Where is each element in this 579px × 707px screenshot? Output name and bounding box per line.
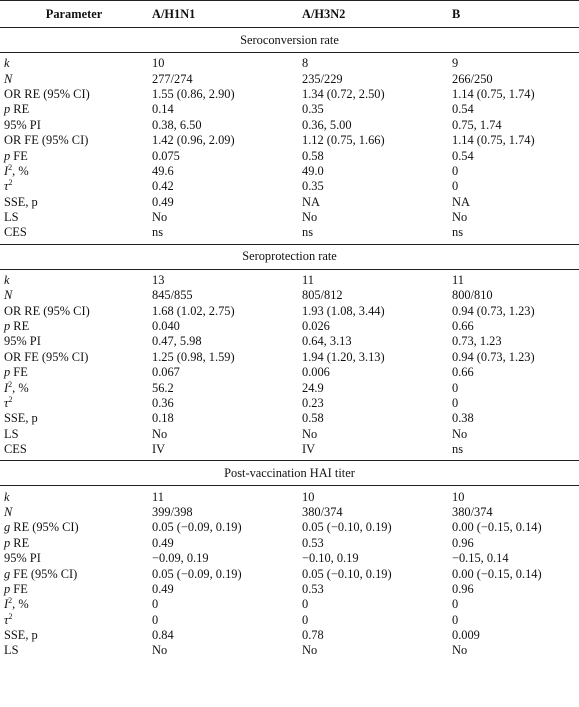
row-label bbox=[0, 179, 148, 194]
cell-b: 0.94 (0.73, 1.23) bbox=[452, 303, 535, 318]
cell-a-h1n1: 0.040 bbox=[152, 319, 180, 334]
table-row bbox=[0, 442, 579, 461]
section-title: Seroprotection rate bbox=[0, 244, 579, 269]
row-label-superscript: 2 bbox=[8, 380, 13, 389]
table-row bbox=[0, 133, 579, 148]
table-row bbox=[0, 536, 579, 551]
row-label bbox=[0, 628, 148, 643]
row-label bbox=[0, 597, 148, 612]
table-row bbox=[0, 520, 579, 535]
cell-a-h1n1: 0.05 (−0.09, 0.19) bbox=[152, 520, 242, 535]
cell-b: 0 bbox=[452, 597, 459, 612]
section-header-row bbox=[0, 28, 579, 53]
row-label bbox=[0, 396, 148, 411]
row-label-text: OR FE (95% CI) bbox=[4, 133, 89, 148]
row-label-symbol: I bbox=[4, 597, 9, 612]
cell-a-h1n1: ns bbox=[152, 225, 164, 240]
row-label bbox=[0, 536, 148, 551]
row-label bbox=[0, 486, 148, 505]
row-label bbox=[0, 350, 148, 365]
cell-b: 1.14 (0.75, 1.74) bbox=[452, 86, 535, 101]
cell-b: 0 bbox=[452, 380, 459, 395]
header-a-h1n1: A/H1N1 bbox=[148, 1, 298, 28]
cell-a-h3n2: No bbox=[302, 210, 318, 225]
table-row bbox=[0, 427, 579, 442]
table-row bbox=[0, 582, 579, 597]
row-label bbox=[0, 87, 148, 102]
row-label bbox=[0, 303, 148, 318]
header-a-h3n2: A/H3N2 bbox=[298, 1, 448, 28]
row-label-symbol: I bbox=[4, 380, 9, 395]
cell-b: 10 bbox=[452, 489, 465, 504]
table-row bbox=[0, 71, 579, 86]
cell-b: No bbox=[452, 210, 468, 225]
row-label-symbol: τ bbox=[4, 396, 9, 410]
row-label-text: RE bbox=[10, 319, 30, 334]
row-label bbox=[0, 411, 148, 426]
row-label-text: SSE, p bbox=[4, 628, 38, 643]
row-label bbox=[0, 520, 148, 535]
cell-b: ns bbox=[452, 225, 464, 240]
cell-a-h1n1: 399/398 bbox=[152, 504, 193, 519]
cell-a-h3n2: No bbox=[302, 426, 318, 441]
cell-a-h1n1: No bbox=[152, 643, 168, 658]
table-row bbox=[0, 53, 579, 72]
cell-b: 0.009 bbox=[452, 628, 480, 643]
row-label bbox=[0, 118, 148, 133]
row-label-symbol: τ bbox=[4, 179, 9, 194]
row-label-text: LS bbox=[4, 210, 19, 225]
cell-a-h3n2: IV bbox=[302, 442, 316, 457]
cell-b: 0.38 bbox=[452, 411, 474, 426]
cell-a-h3n2: 0.36, 5.00 bbox=[302, 117, 352, 132]
cell-a-h1n1: −0.09, 0.19 bbox=[152, 551, 209, 566]
cell-a-h1n1: 845/855 bbox=[152, 288, 193, 303]
cell-a-h3n2: 49.0 bbox=[302, 163, 324, 178]
row-label-symbol: τ bbox=[4, 612, 9, 627]
row-label bbox=[0, 195, 148, 210]
table-row bbox=[0, 505, 579, 520]
row-label-text: FE bbox=[10, 365, 28, 380]
cell-a-h1n1: 0.49 bbox=[152, 581, 174, 596]
row-label-text: , % bbox=[12, 380, 29, 395]
cell-a-h3n2: 380/374 bbox=[302, 504, 343, 519]
cell-a-h1n1: 277/274 bbox=[152, 71, 193, 86]
row-label bbox=[0, 643, 148, 661]
row-label-superscript: 2 bbox=[8, 612, 13, 621]
row-label-superscript: 2 bbox=[8, 395, 13, 404]
row-label bbox=[0, 288, 148, 303]
cell-b: −0.15, 0.14 bbox=[452, 551, 509, 566]
cell-a-h1n1: 0.18 bbox=[152, 411, 174, 426]
cell-b: 0.73, 1.23 bbox=[452, 334, 502, 349]
cell-a-h3n2: 1.34 (0.72, 2.50) bbox=[302, 86, 385, 101]
row-label-text: FE bbox=[10, 581, 28, 596]
table-row bbox=[0, 365, 579, 380]
table-row bbox=[0, 350, 579, 365]
cell-b: 0 bbox=[452, 179, 459, 194]
cell-b: 380/374 bbox=[452, 504, 493, 519]
cell-b: NA bbox=[452, 194, 470, 209]
cell-a-h3n2: 0.58 bbox=[302, 148, 324, 163]
table-row bbox=[0, 288, 579, 303]
table-row bbox=[0, 551, 579, 566]
table-row bbox=[0, 628, 579, 643]
table-row bbox=[0, 319, 579, 334]
cell-b: 0.66 bbox=[452, 319, 474, 334]
cell-a-h3n2: 805/812 bbox=[302, 288, 343, 303]
row-label bbox=[0, 334, 148, 349]
cell-a-h1n1: 0.47, 5.98 bbox=[152, 334, 202, 349]
row-label-text: SSE, p bbox=[4, 411, 38, 426]
row-label-symbol: I bbox=[4, 163, 9, 178]
table-row bbox=[0, 380, 579, 395]
row-label-text: RE bbox=[10, 535, 30, 550]
cell-a-h3n2: NA bbox=[302, 194, 320, 209]
cell-a-h3n2: 0.05 (−0.10, 0.19) bbox=[302, 520, 392, 535]
cell-a-h1n1: 56.2 bbox=[152, 380, 174, 395]
cell-a-h1n1: 0.49 bbox=[152, 194, 174, 209]
row-label bbox=[0, 102, 148, 117]
table-row bbox=[0, 87, 579, 102]
cell-b: 9 bbox=[452, 56, 459, 71]
cell-a-h3n2: ns bbox=[302, 225, 314, 240]
cell-a-h1n1: 0.84 bbox=[152, 628, 174, 643]
cell-a-h1n1: 49.6 bbox=[152, 163, 174, 178]
row-label-text: RE bbox=[10, 102, 30, 117]
cell-a-h1n1: 0.42 bbox=[152, 179, 174, 194]
row-label bbox=[0, 427, 148, 442]
cell-b: 0 bbox=[452, 612, 459, 627]
cell-a-h3n2: 0.35 bbox=[302, 179, 324, 194]
row-label-symbol: p bbox=[4, 102, 11, 117]
row-label-superscript: 2 bbox=[8, 163, 13, 172]
row-label-text: 95% PI bbox=[4, 551, 41, 566]
row-label-superscript: 2 bbox=[8, 179, 13, 188]
cell-a-h3n2: 0 bbox=[302, 597, 309, 612]
cell-a-h1n1: 0.36 bbox=[152, 396, 174, 410]
row-label-text: FE (95% CI) bbox=[10, 566, 78, 581]
row-label-text: , % bbox=[12, 597, 29, 612]
cell-a-h3n2: 0.58 bbox=[302, 411, 324, 426]
table-row bbox=[0, 303, 579, 318]
row-label bbox=[0, 582, 148, 597]
section-header-row bbox=[0, 244, 579, 269]
row-label bbox=[0, 148, 148, 163]
table-body bbox=[0, 28, 579, 662]
row-label-text: 95% PI bbox=[4, 117, 41, 132]
table-header bbox=[0, 1, 579, 28]
row-label bbox=[0, 319, 148, 334]
row-label-symbol: p bbox=[4, 365, 11, 380]
row-label-superscript: 2 bbox=[8, 597, 13, 606]
cell-a-h1n1: IV bbox=[152, 442, 166, 457]
cell-b: 800/810 bbox=[452, 288, 493, 303]
row-label bbox=[0, 133, 148, 148]
cell-a-h1n1: 0.38, 6.50 bbox=[152, 117, 202, 132]
cell-a-h3n2: 10 bbox=[302, 489, 315, 504]
header-parameter: Parameter bbox=[0, 1, 148, 28]
row-label-text: OR FE (95% CI) bbox=[4, 349, 89, 364]
cell-a-h3n2: 0.006 bbox=[302, 365, 330, 380]
row-label-symbol: N bbox=[4, 288, 13, 303]
cell-a-h1n1: No bbox=[152, 426, 168, 441]
cell-a-h3n2: 0.78 bbox=[302, 628, 324, 643]
row-label-symbol: p bbox=[4, 535, 11, 550]
row-label bbox=[0, 365, 148, 380]
row-label-text: FE bbox=[10, 148, 28, 163]
cell-a-h3n2: 0.35 bbox=[302, 102, 324, 117]
cell-a-h1n1: 1.42 (0.96, 2.09) bbox=[152, 133, 235, 148]
cell-b: 0.66 bbox=[452, 365, 474, 380]
cell-a-h1n1: 0.067 bbox=[152, 365, 180, 380]
cell-a-h1n1: 13 bbox=[152, 272, 165, 287]
cell-a-h1n1: 0.49 bbox=[152, 535, 174, 550]
row-label-text: CES bbox=[4, 225, 27, 240]
cell-b: 0.75, 1.74 bbox=[452, 117, 502, 132]
row-label bbox=[0, 269, 148, 288]
row-label-text: SSE, p bbox=[4, 194, 38, 209]
row-label-text: LS bbox=[4, 426, 19, 441]
row-label-symbol: p bbox=[4, 581, 11, 596]
cell-a-h3n2: 24.9 bbox=[302, 380, 324, 395]
cell-a-h3n2: 0.23 bbox=[302, 396, 324, 410]
cell-b: 0 bbox=[452, 163, 459, 178]
row-label bbox=[0, 566, 148, 581]
cell-a-h3n2: 1.12 (0.75, 1.66) bbox=[302, 133, 385, 148]
header-row bbox=[0, 1, 579, 28]
table-row bbox=[0, 179, 579, 194]
table-row bbox=[0, 396, 579, 411]
section-title: Post-vaccination HAI titer bbox=[0, 461, 579, 486]
table-row bbox=[0, 643, 579, 661]
cell-a-h1n1: 0 bbox=[152, 597, 159, 612]
table-row bbox=[0, 148, 579, 163]
cell-b: 0 bbox=[452, 396, 459, 410]
cell-a-h3n2: 1.93 (1.08, 3.44) bbox=[302, 303, 385, 318]
row-label-text: OR RE (95% CI) bbox=[4, 303, 90, 318]
cell-b: 0.96 bbox=[452, 581, 474, 596]
row-label bbox=[0, 210, 148, 225]
row-label-symbol: g bbox=[4, 566, 11, 581]
row-label-symbol: k bbox=[4, 489, 10, 504]
cell-a-h1n1: 0 bbox=[152, 612, 159, 627]
cell-a-h3n2: 235/229 bbox=[302, 71, 343, 86]
cell-a-h1n1: 1.68 (1.02, 2.75) bbox=[152, 303, 235, 318]
table-row bbox=[0, 613, 579, 628]
cell-b: 11 bbox=[452, 272, 464, 287]
row-label-text: LS bbox=[4, 643, 19, 658]
row-label-symbol: p bbox=[4, 319, 11, 334]
row-label bbox=[0, 613, 148, 628]
cell-a-h3n2: 0.05 (−0.10, 0.19) bbox=[302, 566, 392, 581]
table-row bbox=[0, 102, 579, 117]
row-label-symbol: k bbox=[4, 272, 10, 287]
header-b: B bbox=[448, 1, 579, 28]
row-label bbox=[0, 505, 148, 520]
cell-a-h3n2: 0.53 bbox=[302, 581, 324, 596]
table-row bbox=[0, 164, 579, 179]
row-label bbox=[0, 225, 148, 244]
cell-a-h3n2: 8 bbox=[302, 56, 309, 71]
cell-a-h1n1: 0.075 bbox=[152, 148, 180, 163]
row-label-symbol: p bbox=[4, 148, 11, 163]
cell-a-h3n2: 1.94 (1.20, 3.13) bbox=[302, 349, 385, 364]
cell-a-h3n2: 0 bbox=[302, 612, 309, 627]
row-label-text: RE (95% CI) bbox=[10, 520, 79, 535]
row-label bbox=[0, 164, 148, 179]
row-label bbox=[0, 380, 148, 395]
cell-b: 0.96 bbox=[452, 535, 474, 550]
cell-b: No bbox=[452, 426, 468, 441]
cell-b: 0.00 (−0.15, 0.14) bbox=[452, 566, 542, 581]
cell-b: 0.94 (0.73, 1.23) bbox=[452, 349, 535, 364]
cell-b: 0.00 (−0.15, 0.14) bbox=[452, 520, 542, 535]
row-label-text: OR RE (95% CI) bbox=[4, 86, 90, 101]
cell-a-h3n2: 0.64, 3.13 bbox=[302, 334, 352, 349]
cell-a-h3n2: 11 bbox=[302, 272, 314, 287]
table-row bbox=[0, 269, 579, 288]
table-row bbox=[0, 118, 579, 133]
cell-a-h1n1: 0.14 bbox=[152, 102, 174, 117]
row-label-text: 95% PI bbox=[4, 334, 41, 349]
cell-a-h1n1: No bbox=[152, 210, 168, 225]
cell-b: ns bbox=[452, 442, 464, 457]
table-row bbox=[0, 411, 579, 426]
section-header-row bbox=[0, 461, 579, 486]
table-row bbox=[0, 195, 579, 210]
row-label-symbol: N bbox=[4, 71, 13, 86]
table-row bbox=[0, 334, 579, 349]
cell-a-h1n1: 0.05 (−0.09, 0.19) bbox=[152, 566, 242, 581]
cell-b: 0.54 bbox=[452, 102, 474, 117]
cell-a-h1n1: 1.25 (0.98, 1.59) bbox=[152, 349, 235, 364]
row-label-text: , % bbox=[12, 163, 29, 178]
row-label bbox=[0, 53, 148, 72]
table-row bbox=[0, 597, 579, 612]
table-row bbox=[0, 210, 579, 225]
cell-a-h3n2: 0.026 bbox=[302, 319, 330, 334]
row-label bbox=[0, 442, 148, 461]
cell-a-h3n2: No bbox=[302, 643, 318, 658]
cell-a-h3n2: 0.53 bbox=[302, 535, 324, 550]
row-label-symbol: N bbox=[4, 504, 13, 519]
cell-b: 0.54 bbox=[452, 148, 474, 163]
cell-a-h1n1: 1.55 (0.86, 2.90) bbox=[152, 86, 235, 101]
cell-a-h1n1: 10 bbox=[152, 56, 165, 71]
table-row bbox=[0, 486, 579, 505]
cell-a-h3n2: −0.10, 0.19 bbox=[302, 551, 359, 566]
table-row bbox=[0, 566, 579, 581]
row-label-symbol: k bbox=[4, 56, 10, 71]
section-title: Seroconversion rate bbox=[0, 28, 579, 53]
cell-a-h1n1: 11 bbox=[152, 489, 164, 504]
cell-b: 266/250 bbox=[452, 71, 493, 86]
row-label bbox=[0, 71, 148, 86]
cell-b: No bbox=[452, 643, 468, 658]
cell-b: 1.14 (0.75, 1.74) bbox=[452, 133, 535, 148]
row-label-text: CES bbox=[4, 442, 27, 457]
row-label bbox=[0, 551, 148, 566]
table-row bbox=[0, 225, 579, 244]
row-label-symbol: g bbox=[4, 520, 11, 535]
